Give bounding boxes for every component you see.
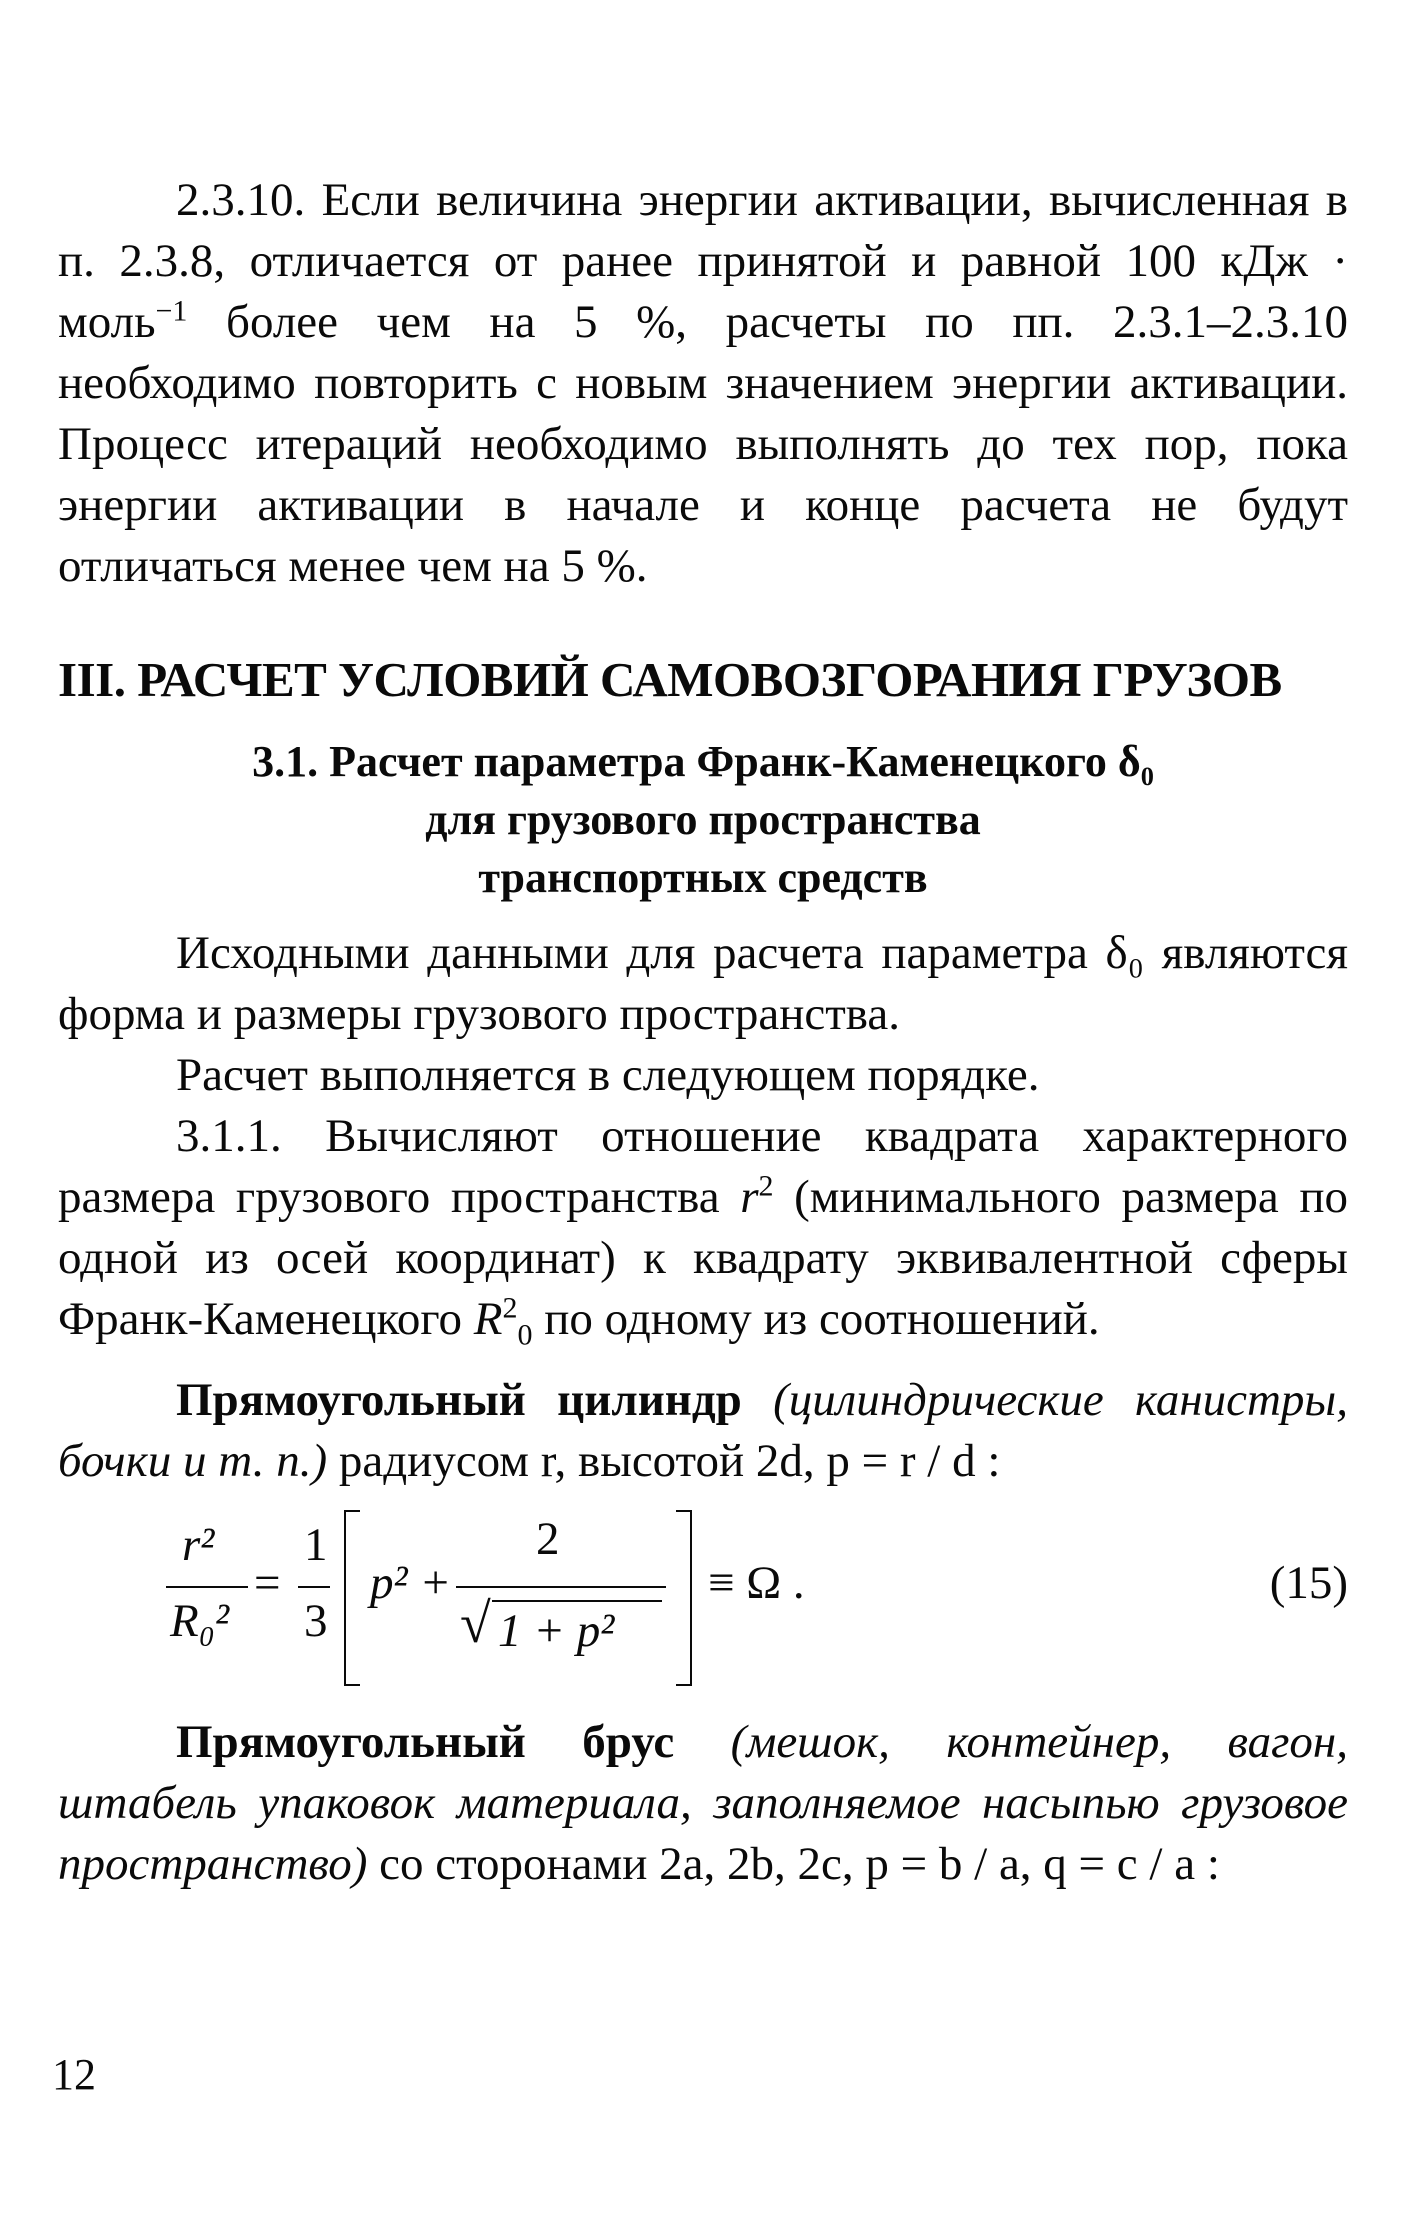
- square-root-sign: √: [460, 1593, 491, 1655]
- formula-equals: =: [254, 1557, 281, 1609]
- paragraph-input-data: Исходными данными для расчета параметра δ₀ являются форма и размеры грузового пространства.: [58, 927, 1348, 1040]
- superscript: −1: [155, 294, 188, 328]
- formula-p-squared-plus: p² +: [370, 1557, 452, 1609]
- section-title-line-1: 3.1. Расчет параметра Франк-Каменецкого δ₀: [252, 737, 1154, 786]
- subscript: 0: [517, 1318, 533, 1352]
- symbol-R: R: [473, 1293, 503, 1345]
- text-run: более чем на 5 %, расчеты по пп. 2.3.1–2.3.10 необходимо повторить с новым значением энергии активации. Процесс итераций необходимо выполнять до тех пор, пока энергии активации в начале и конце расчета не будут отличаться менее чем на 5 %.: [58, 296, 1348, 592]
- text-run: 2.3.10. Если величина энергии активации, вычисленная в п. 2.3.8, отличается от ранее принятой и равной 100 кДж · моль: [58, 174, 1348, 348]
- equation-15: [58, 1506, 1348, 1692]
- formula-two: 2: [536, 1513, 560, 1565]
- paragraph-order: Расчет выполняется в следующем порядке.: [176, 1049, 1040, 1101]
- paragraph-2-3-10: [58, 170, 1348, 597]
- section-title-line-3: транспортных средств: [478, 853, 928, 902]
- page-number: 12: [52, 2050, 96, 2099]
- left-bracket: [344, 1510, 360, 1686]
- text-run: со сторонами 2a, 2b, 2c, p = b / a, q = c / a :: [367, 1838, 1220, 1890]
- text-run: 3.1.1. Вычисляют отношение квадрата характерного размера грузового пространства: [58, 1110, 1348, 1223]
- bar-examples: (мешок, контейнер, вагон, штабель упаковок материала, заполняемое насыпью грузовое пространство): [58, 1716, 1348, 1890]
- paragraph-cylinder: [58, 1370, 1348, 1492]
- paragraph-3-1-1: [58, 1106, 1348, 1350]
- formula-three: 3: [304, 1595, 328, 1647]
- right-bracket: [676, 1510, 692, 1686]
- formula-lhs-numerator: r²: [182, 1519, 215, 1571]
- fraction-bar: [298, 1586, 330, 1588]
- text-run: по одному из соотношений.: [532, 1293, 1100, 1345]
- superscript: 2: [758, 1169, 774, 1203]
- symbol-r: r: [740, 1171, 759, 1223]
- term-bar: Прямоугольный брус: [176, 1716, 675, 1768]
- formula-rhs-omega: ≡ Ω .: [708, 1557, 805, 1609]
- equation-number: (15): [1269, 1557, 1348, 1609]
- text-run: (минимального размера по одной из осей координат) к квадрату эквивалентной сферы Франк-Каменецкого: [58, 1171, 1349, 1345]
- superscript: 2: [502, 1291, 518, 1325]
- cylinder-examples: (цилиндрические канистры, бочки и т. п.): [58, 1374, 1349, 1487]
- text-run: радиусом r, высотой 2d, p = r / d :: [327, 1435, 1001, 1487]
- section-title: [58, 733, 1348, 907]
- term-cylinder: Прямоугольный цилиндр: [176, 1374, 742, 1426]
- formula-sqrt-argument: 1 + p²: [498, 1605, 615, 1657]
- formula-one: 1: [304, 1519, 328, 1571]
- chapter-title: III. РАСЧЕТ УСЛОВИЙ САМОВОЗГОРАНИЯ ГРУЗОВ: [58, 652, 1282, 707]
- page-body: [58, 170, 1348, 1895]
- paragraph-bar: [58, 1712, 1348, 1895]
- formula-lhs-denominator: R₀²: [170, 1595, 230, 1647]
- section-title-line-2: для грузового пространства: [425, 795, 981, 844]
- radical-bar: [492, 1600, 662, 1602]
- fraction-bar: [166, 1586, 248, 1588]
- fraction-bar: [456, 1586, 666, 1588]
